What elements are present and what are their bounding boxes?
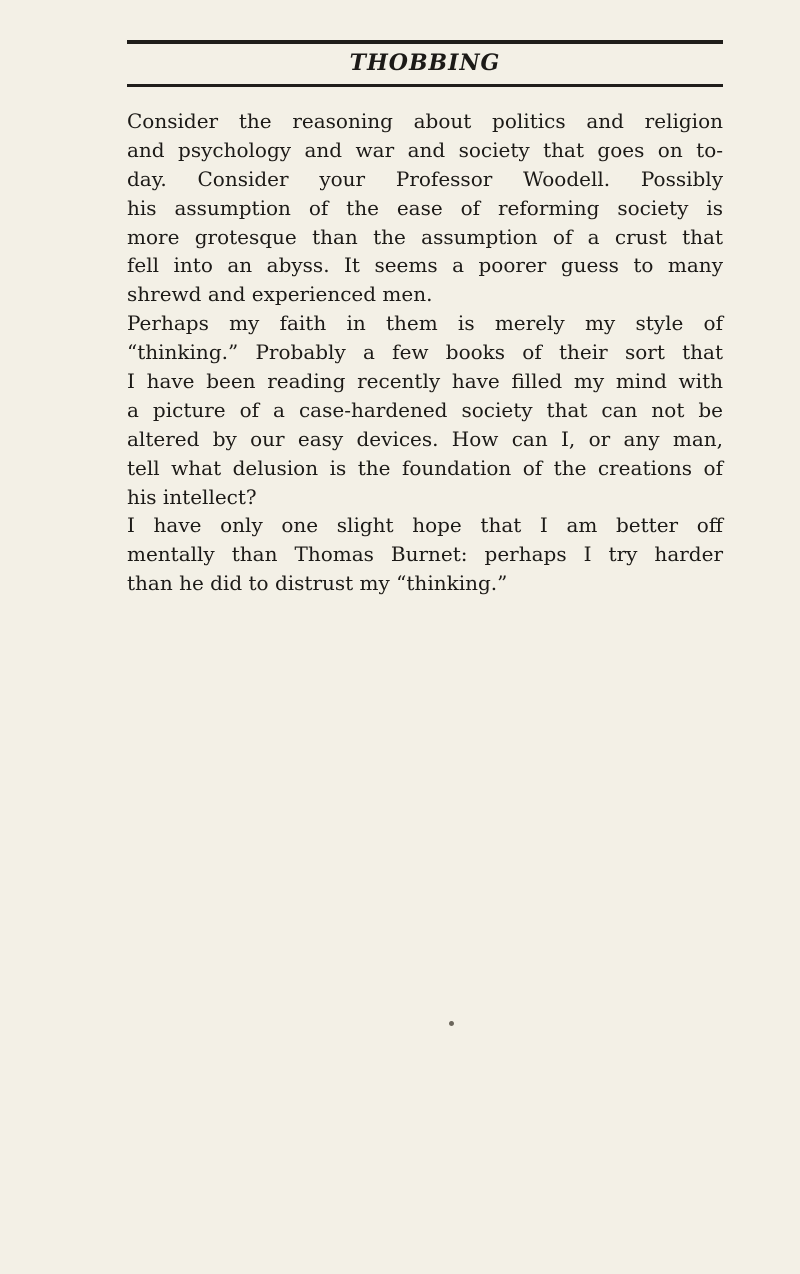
text-line: I have been reading recently have filled my mind with bbox=[127, 369, 723, 394]
text-line: I have only one slight hope that I am better off bbox=[127, 513, 723, 538]
text-line: “thinking.” Probably a few books of their sort that bbox=[127, 340, 723, 365]
body-text bbox=[127, 107, 723, 598]
text-line: his intellect? bbox=[127, 484, 257, 509]
text-line: fell into an abyss. It seems a poorer guess to many bbox=[127, 253, 723, 278]
text-line: his assumption of the ease of reforming society is bbox=[127, 195, 723, 220]
text-line: a picture of a case-hardened society that can not be bbox=[127, 397, 723, 422]
header-rule-bottom bbox=[127, 84, 723, 87]
header-rule-top bbox=[127, 40, 723, 44]
text-line: more grotesque than the assumption of a crust that bbox=[127, 224, 723, 249]
text-line: altered by our easy devices. How can I, or any man, bbox=[127, 426, 723, 451]
paper-speck bbox=[449, 1021, 454, 1026]
running-title: THOBBING bbox=[349, 50, 501, 76]
text-line: shrewd and experienced men. bbox=[127, 282, 433, 307]
text-line: and psychology and war and society that goes on to- bbox=[127, 137, 723, 162]
text-line: Perhaps my faith in them is merely my style of bbox=[127, 311, 723, 336]
text-line: Consider the reasoning about politics and religion bbox=[127, 109, 723, 133]
text-line: day. Consider your Professor Woodell. Possibly bbox=[127, 166, 723, 191]
text-line: than he did to distrust my “thinking.” bbox=[127, 571, 508, 596]
text-line: tell what delusion is the foundation of the creations of bbox=[127, 455, 723, 480]
text-line: mentally than Thomas Burnet: perhaps I try harder bbox=[127, 542, 723, 567]
